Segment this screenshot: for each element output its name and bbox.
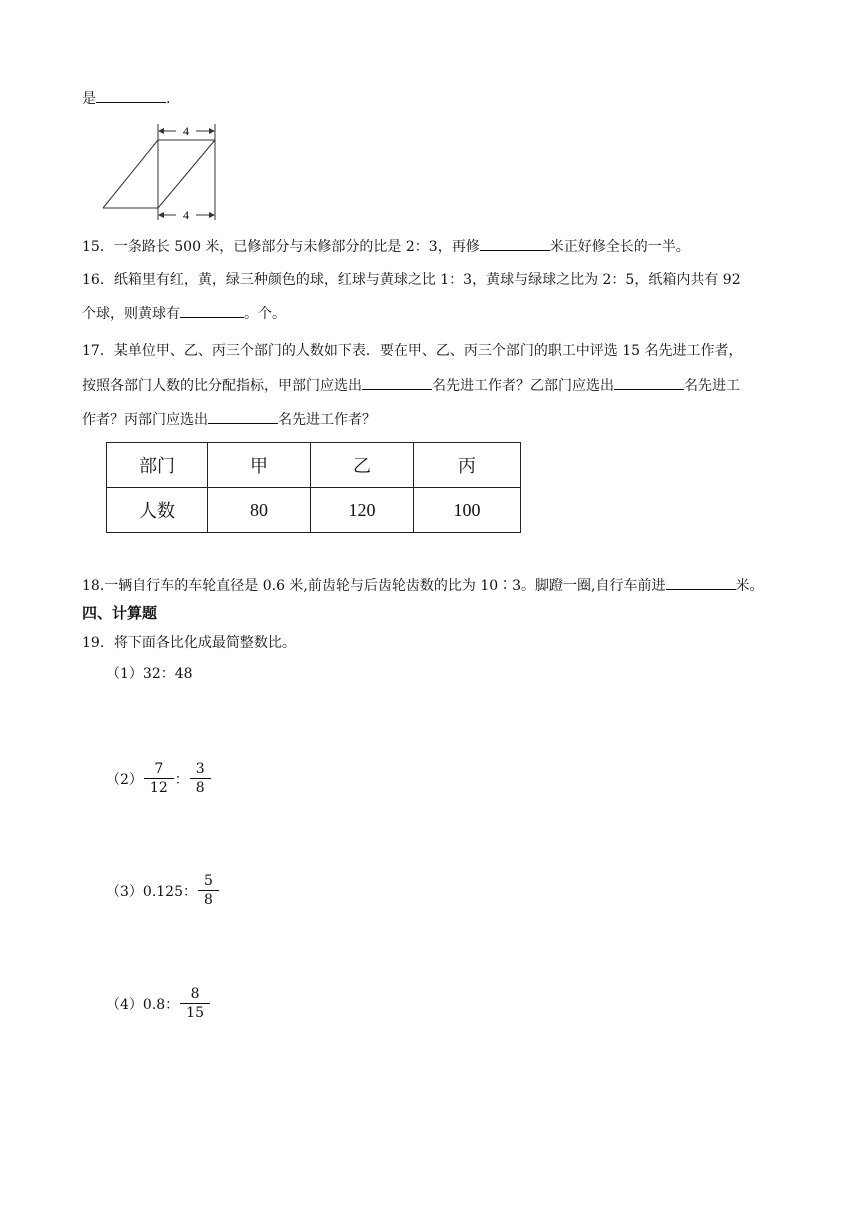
answer-blank[interactable] xyxy=(208,409,278,424)
numerator: 8 xyxy=(190,986,200,1002)
ratio-separator: ： xyxy=(174,771,189,788)
table-cell: 部门 xyxy=(107,443,208,488)
q17-text-e: 名先进工作者？ xyxy=(278,412,376,428)
q16-text-after: 。个。 xyxy=(244,306,286,322)
bottom-dimension-label: 4 xyxy=(183,208,189,222)
q15-text-after: 米正好修全长的一半。 xyxy=(549,239,690,255)
q14-suffix: . xyxy=(166,91,171,107)
denominator: 15 xyxy=(186,1005,204,1021)
answer-blank[interactable] xyxy=(180,303,244,318)
question-15 xyxy=(82,236,690,257)
q19-part-4 xyxy=(106,985,211,1022)
question-16-line1: 16．纸箱里有红，黄，绿三种颜色的球，红球与黄球之比 1：3，黄球与绿球之比为 2：5，纸箱内共有 92 xyxy=(82,272,741,288)
q19-part-1: （1）32：48 xyxy=(106,666,193,682)
q16-text: 个球，则黄球有 xyxy=(82,306,180,322)
question-17-line1: 17．某单位甲、乙、丙三个部门的人数如下表．要在甲、乙、丙三个部门的职工中评选 15 名先进工作者， xyxy=(82,343,743,359)
answer-blank[interactable] xyxy=(362,375,432,390)
table-cell: 人数 xyxy=(107,488,208,533)
question-16-line2 xyxy=(82,303,286,324)
numerator: 7 xyxy=(154,761,164,777)
part-label: （2） xyxy=(106,771,143,788)
answer-blank[interactable] xyxy=(666,575,736,590)
table-row xyxy=(107,488,521,533)
fraction xyxy=(147,760,171,797)
part-label: （3）0.125： xyxy=(106,883,197,900)
q18-text: 18.一辆自行车的车轮直径是 0.6 米,前齿轮与后齿轮齿数的比为 10∶3。脚蹬一圈,自行车前进 xyxy=(82,578,666,594)
q19-part-2 xyxy=(106,760,212,797)
question-17-line2 xyxy=(82,375,740,396)
q15-text: 15．一条路长 500 米，已修部分与未修部分的比是 2：3，再修 xyxy=(82,239,480,255)
table-cell: 120 xyxy=(311,488,414,533)
part-label: （4）0.8： xyxy=(106,996,180,1013)
q18-text-after: 米。 xyxy=(735,578,764,594)
answer-blank[interactable] xyxy=(614,375,684,390)
section-heading: 四、计算题 xyxy=(82,604,158,622)
fraction xyxy=(201,872,216,909)
fraction xyxy=(193,760,208,797)
numerator: 5 xyxy=(204,873,213,889)
denominator: 8 xyxy=(204,892,213,908)
table-cell: 甲 xyxy=(208,443,311,488)
q17-text-c: 名先进工 xyxy=(684,378,740,394)
answer-blank[interactable] xyxy=(96,88,166,103)
fraction xyxy=(183,985,207,1022)
q14-prefix: 是 xyxy=(82,91,96,107)
q17-text-a: 按照各部门人数的比分配指标，甲部门应选出 xyxy=(82,378,362,394)
question-19-title: 19．将下面各比化成最简整数比。 xyxy=(82,635,296,651)
q14-answer-line xyxy=(82,88,170,109)
numerator: 3 xyxy=(195,761,205,777)
question-17-line3 xyxy=(82,409,376,430)
q17-text-b: 名先进工作者？乙部门应选出 xyxy=(432,378,614,394)
denominator: 8 xyxy=(195,780,205,796)
table-header-row xyxy=(107,443,521,488)
parallelogram-figure xyxy=(98,120,222,224)
answer-blank[interactable] xyxy=(480,236,550,251)
q17-text-d: 作者？丙部门应选出 xyxy=(82,412,208,428)
q19-part-3 xyxy=(106,872,220,909)
table-cell: 丙 xyxy=(414,443,521,488)
department-table xyxy=(106,442,521,533)
table-cell: 100 xyxy=(414,488,521,533)
table-cell: 乙 xyxy=(311,443,414,488)
denominator: 12 xyxy=(149,780,168,796)
top-dimension-label: 4 xyxy=(183,124,189,138)
table-cell: 80 xyxy=(208,488,311,533)
question-18 xyxy=(82,575,764,596)
